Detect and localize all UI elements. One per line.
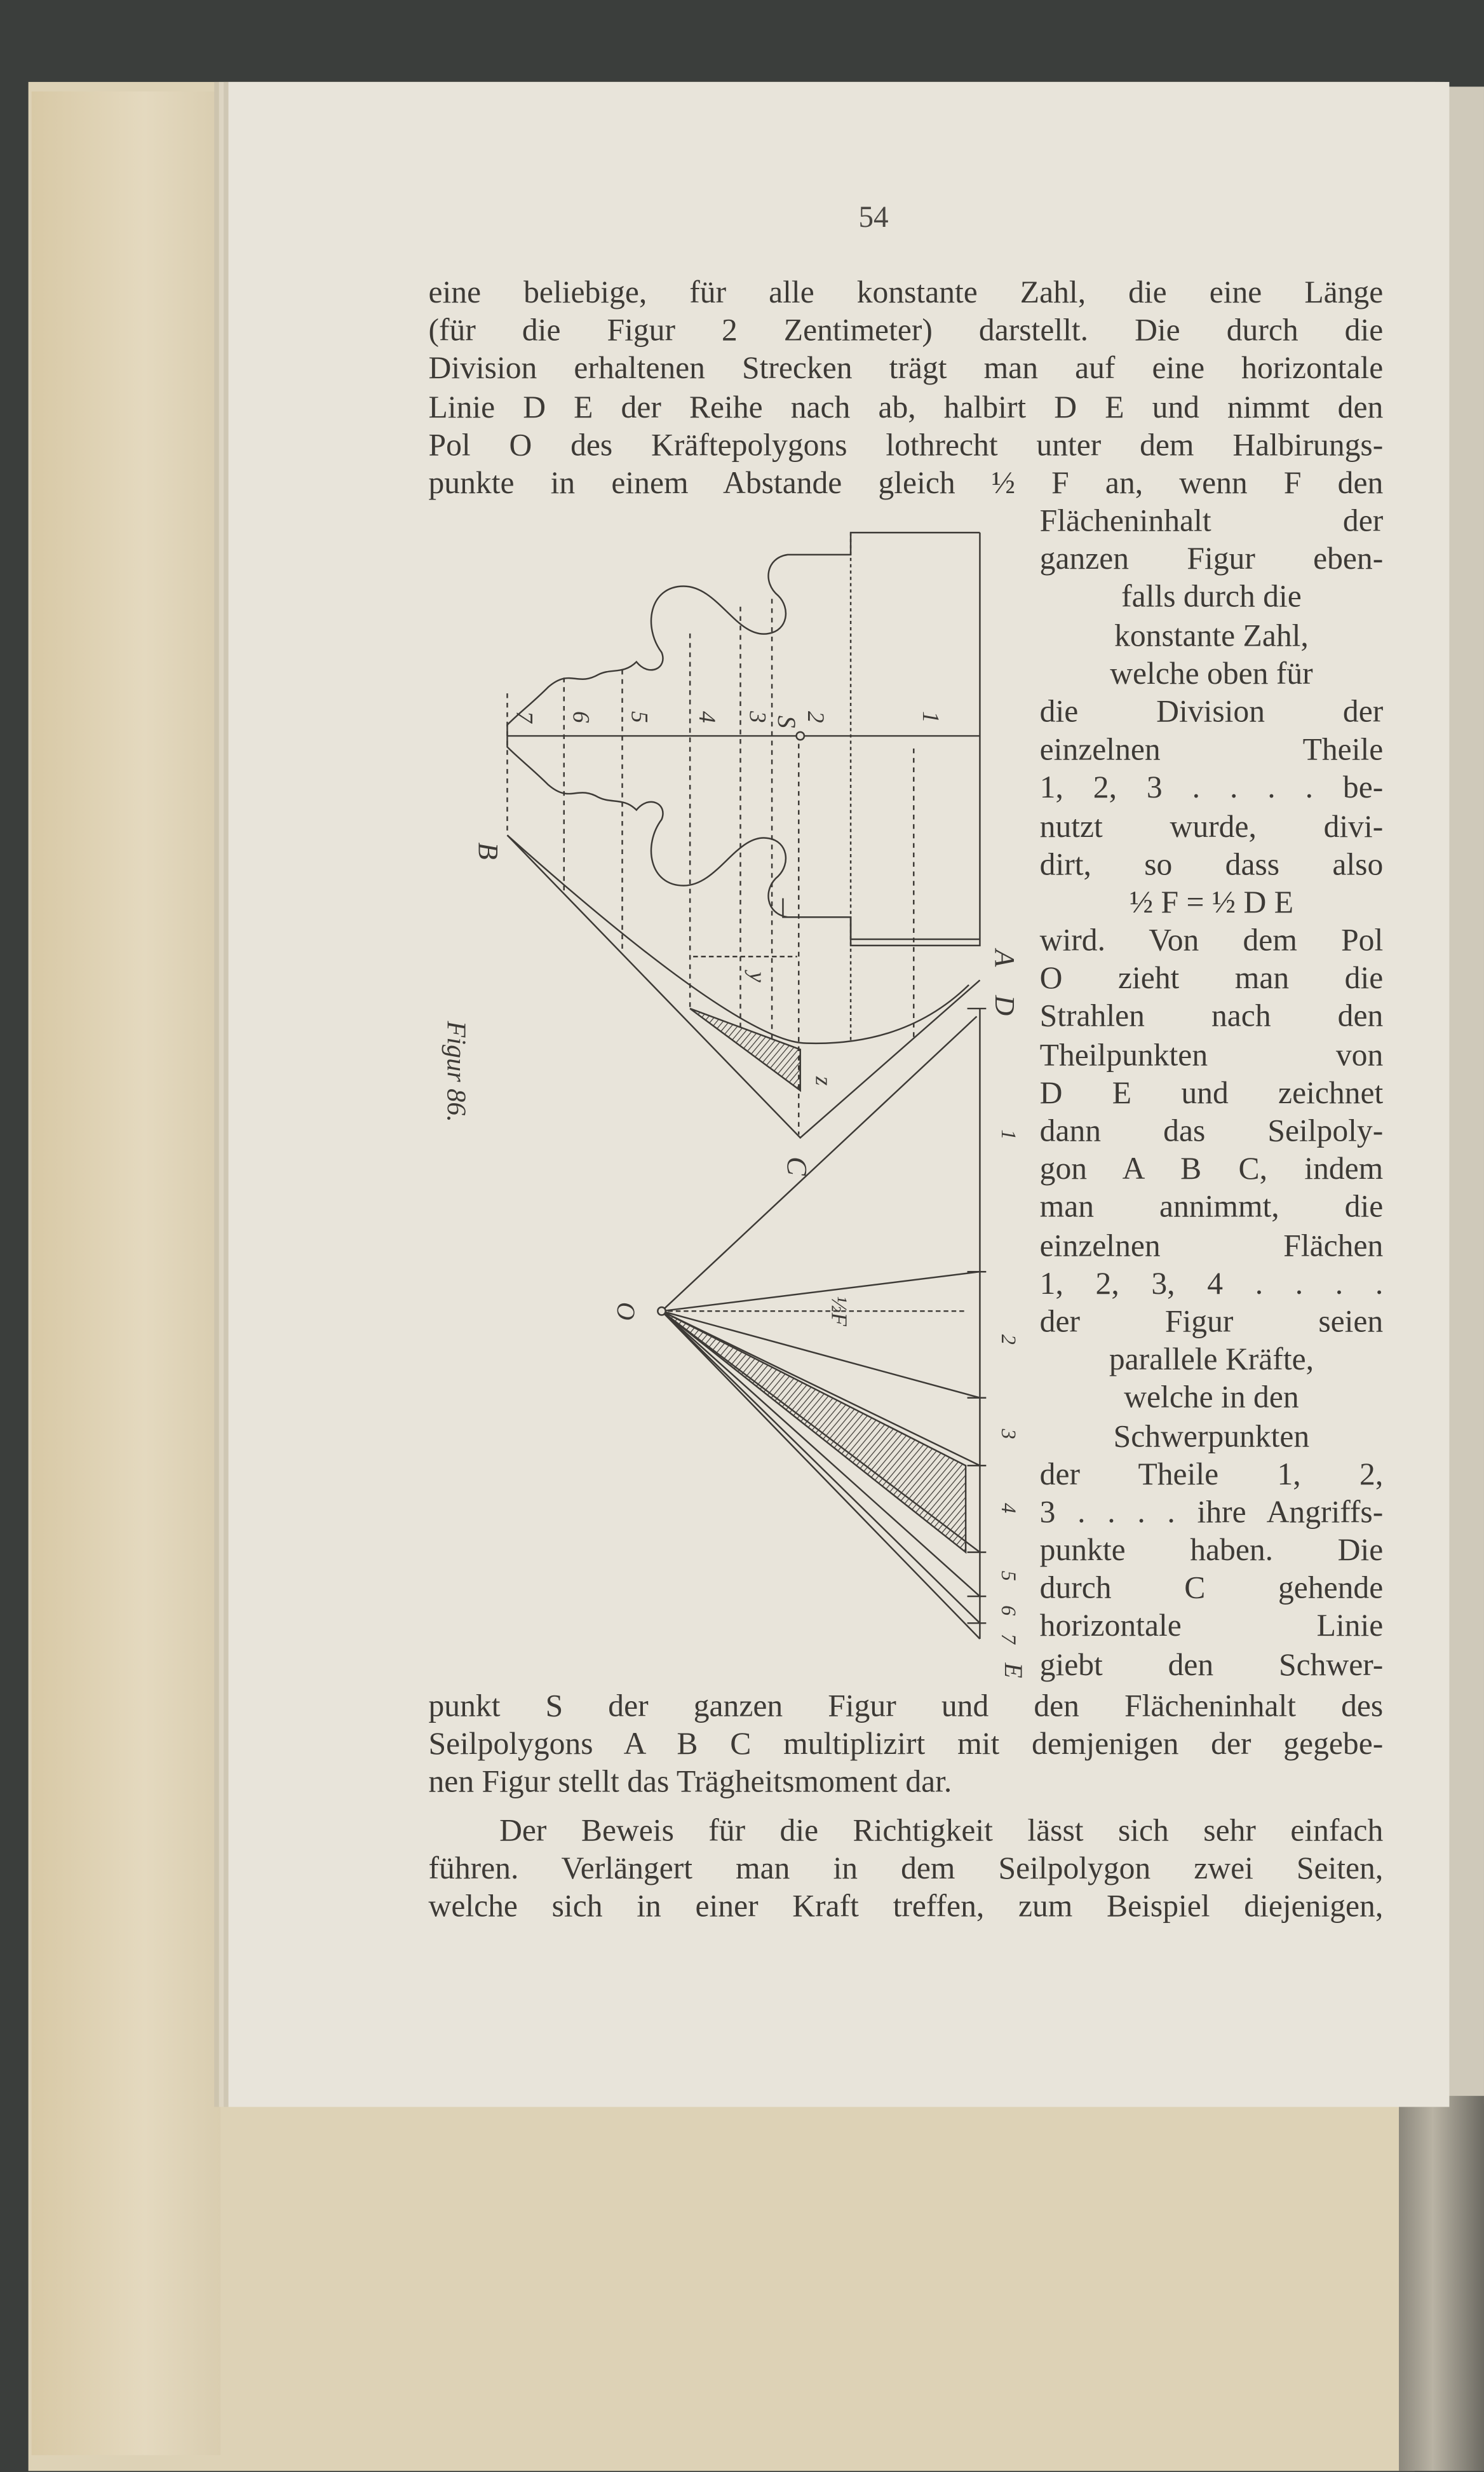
text-line: giebt den Schwer- [1039, 1647, 1384, 1683]
ticks [968, 1008, 987, 1623]
text-line: 3 . . . . ihre Angriffs- [1039, 1495, 1384, 1530]
text-line: gon A B C, indem [1039, 1152, 1384, 1187]
upper-label: 6 [567, 711, 594, 723]
lower-label: 2 [997, 1334, 1021, 1345]
text-line: welche in den [1124, 1381, 1299, 1416]
label-B: B [472, 842, 504, 860]
ray-OD [662, 1016, 977, 1311]
text-line: einzelnen Flächen [1039, 1228, 1384, 1263]
text-line: nen Figur stellt das Trägheitsmoment dar. [428, 1765, 952, 1800]
text-line: Seilpolygons A B C multiplizirt mit demjenigen der gegebe- [428, 1727, 1384, 1762]
upper-label: 1 [917, 711, 944, 723]
text-line: 1, 2, 3 . . . . be- [1039, 771, 1384, 806]
text-line: dirt, so dass also [1039, 847, 1384, 882]
label-z: z [810, 1076, 837, 1086]
lower-label: 1 [997, 1129, 1021, 1140]
lower-label: 4 [997, 1503, 1021, 1514]
hatched-area-lower [662, 1311, 966, 1552]
label-A: A [989, 949, 1022, 967]
text-line: parallele Kräfte, [1109, 1343, 1314, 1378]
text-line: falls durch die [1121, 580, 1302, 616]
text-line: Linie D E der Reihe nach ab, halbirt D E und nimmt den [428, 390, 1384, 425]
text-line: die Division der [1039, 695, 1384, 730]
label-S: S [772, 715, 801, 728]
text-line: Schwerpunkten [1113, 1419, 1310, 1454]
label-E: E [999, 1662, 1028, 1678]
text-line: durch C gehende [1039, 1571, 1384, 1606]
text-line: D E und zeichnet [1039, 1076, 1384, 1111]
text-line: welche sich in einer Kraft treffen, zum Beispiel diejenigen, [428, 1890, 1384, 1925]
lower-label: 3 [997, 1429, 1021, 1439]
upper-label: 5 [626, 711, 652, 723]
label-y: y [744, 972, 771, 982]
text-line: punkte haben. Die [1039, 1533, 1384, 1568]
text-line: der Theile 1, 2, [1039, 1457, 1384, 1492]
text-line: Strahlen nach den [1039, 1000, 1384, 1035]
upper-label: 2 [802, 711, 829, 723]
upper-label: 7 [511, 711, 537, 723]
text-line: welche oben für [1110, 656, 1313, 692]
text-line: man annimmt, die [1039, 1190, 1384, 1225]
text-line: führen. Verlängert man in dem Seilpolygon zwei Seiten, [428, 1852, 1384, 1887]
text-line: einzelnen Theile [1039, 733, 1384, 768]
dashed-verticals [507, 599, 914, 1134]
text-line: 1, 2, 3, 4 . . . . [1039, 1267, 1384, 1301]
pole-O [658, 1307, 665, 1315]
text-line: Flächeninhalt der [1039, 504, 1384, 540]
text-line: O zieht man die [1039, 961, 1384, 996]
label-C: C [781, 1157, 813, 1176]
lower-label: 7 [997, 1633, 1021, 1645]
label-D: D [989, 995, 1022, 1016]
profile-rectangle [783, 533, 980, 946]
text-line: Division erhaltenen Strecken trägt man auf eine horizontale [428, 351, 1384, 387]
text-line: punkt S der ganzen Figur und den Flächeninhalt des [428, 1689, 1384, 1724]
seilpolygon [507, 835, 980, 1138]
profile-outline-top [507, 533, 980, 736]
text-line: der Figur seien [1039, 1305, 1384, 1340]
text-line: eine beliebige, für alle konstante Zahl, die eine Länge [428, 275, 1384, 311]
upper-label: 3 [744, 711, 771, 723]
text-line: wird. Von dem Pol [1039, 923, 1384, 958]
text-line: Pol O des Kräftepolygons lothrecht unter dem Halbirungs- [428, 428, 1384, 463]
text-line: horizontale Linie [1039, 1609, 1384, 1645]
text-line: dann das Seilpoly- [1039, 1114, 1384, 1149]
upper-label: 4 [694, 711, 720, 723]
page-number: 54 [858, 201, 889, 235]
lower-label: 5 [997, 1570, 1021, 1581]
text-line: Der Beweis für die Richtigkeit lässt sich sehr einfach [499, 1814, 1384, 1849]
text-line: konstante Zahl, [1114, 618, 1309, 654]
centroid-point [797, 732, 804, 740]
text-line: Theilpunkten von [1039, 1038, 1384, 1073]
text-line: punkte in einem Abstande gleich ½ F an, wenn F den [428, 466, 1384, 501]
text-line: ½ F = ½ D E [1129, 885, 1293, 920]
text-line: ganzen Figur eben- [1039, 542, 1384, 578]
figure-caption: Figur 86. [441, 1021, 471, 1122]
label-half-F: ½F [826, 1296, 852, 1326]
label-O: O [612, 1301, 640, 1321]
text-line: nutzt wurde, divi- [1039, 809, 1384, 844]
text-line: (für die Figur 2 Zentimeter) darstellt. Die durch die [428, 313, 1384, 349]
lower-label: 6 [997, 1605, 1021, 1616]
